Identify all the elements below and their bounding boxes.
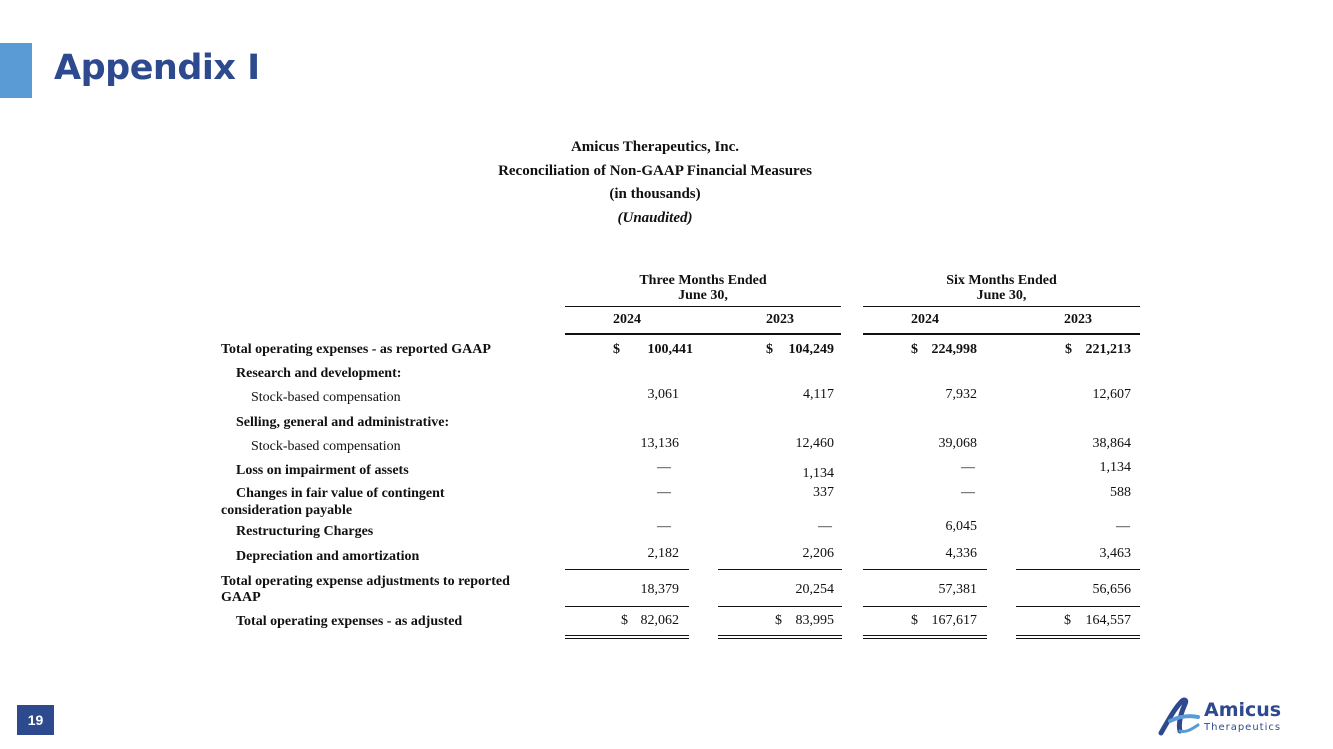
table-cell: 3,061 bbox=[647, 387, 679, 402]
table-cell: 38,864 bbox=[1092, 436, 1131, 451]
total-rule bbox=[1016, 606, 1140, 607]
currency-symbol: $ bbox=[775, 613, 782, 628]
total-rule bbox=[863, 606, 987, 607]
currency-symbol: $ bbox=[1064, 613, 1071, 628]
total-rule bbox=[718, 606, 842, 607]
cell-value: 104,249 bbox=[788, 342, 834, 357]
table-cell: — bbox=[961, 485, 975, 500]
currency-symbol: $ bbox=[766, 342, 773, 357]
subtotal-rule bbox=[565, 569, 689, 570]
row-label: Stock-based compensation bbox=[251, 439, 401, 454]
grand-total-rule bbox=[1016, 635, 1140, 636]
table-cell: 56,656 bbox=[1092, 582, 1131, 597]
title-accent-bar bbox=[0, 43, 32, 98]
page-title: Appendix I bbox=[54, 48, 260, 88]
table-cell: 20,254 bbox=[795, 582, 834, 597]
table-cell bbox=[863, 342, 977, 358]
row-label: Depreciation and amortization bbox=[236, 549, 420, 564]
year-header: 2023 bbox=[766, 312, 794, 327]
grand-total-rule bbox=[565, 638, 689, 639]
row-label: Loss on impairment of assets bbox=[236, 463, 409, 478]
grand-total-rule bbox=[718, 638, 842, 639]
table-cell: 39,068 bbox=[938, 436, 977, 451]
table-cell: 2,182 bbox=[647, 546, 679, 561]
cell-value: 224,998 bbox=[931, 342, 977, 357]
logo-brand-text: Amicus bbox=[1204, 699, 1282, 721]
group-header-line: Three Months Ended bbox=[639, 273, 767, 288]
cell-value: 100,441 bbox=[647, 342, 693, 357]
report-heading bbox=[400, 136, 910, 230]
group-header-rule bbox=[863, 306, 1140, 307]
section-label: Selling, general and administrative: bbox=[236, 415, 450, 430]
table-cell: 6,045 bbox=[945, 519, 977, 534]
grand-total-rule bbox=[863, 638, 987, 639]
company-name: Amicus Therapeutics, Inc. bbox=[570, 139, 740, 155]
table-cell: — bbox=[818, 519, 832, 534]
row-label: Total operating expenses - as adjusted bbox=[236, 614, 463, 629]
table-cell: 1,134 bbox=[802, 466, 834, 481]
group-header-rule bbox=[565, 306, 841, 307]
row-label: Total operating expenses - as reported GAAP bbox=[221, 342, 491, 357]
company-logo bbox=[1158, 697, 1283, 737]
group-header-line: June 30, bbox=[678, 288, 728, 303]
currency-symbol: $ bbox=[911, 342, 918, 357]
row-label: Changes in fair value of contingent bbox=[236, 486, 445, 501]
table-cell: — bbox=[657, 460, 671, 475]
table-cell: 13,136 bbox=[640, 436, 679, 451]
table-cell: 12,460 bbox=[795, 436, 834, 451]
grand-total-rule bbox=[863, 635, 987, 636]
table-cell: 18,379 bbox=[640, 582, 679, 597]
table-cell bbox=[718, 342, 834, 358]
table-cell: — bbox=[657, 519, 671, 534]
table-cell: 3,463 bbox=[1099, 546, 1131, 561]
group-header-line: June 30, bbox=[976, 288, 1027, 303]
header-bottom-rule bbox=[863, 333, 1140, 335]
logo-tagline: Therapeutics bbox=[1204, 722, 1282, 733]
year-header: 2024 bbox=[911, 312, 939, 327]
audit-status: (Unaudited) bbox=[617, 209, 693, 226]
table-cell: — bbox=[961, 460, 975, 475]
row-label: Total operating expense adjustments to reported bbox=[221, 574, 510, 589]
table-cell: 4,336 bbox=[945, 546, 977, 561]
currency-symbol: $ bbox=[621, 613, 628, 628]
cell-value: 221,213 bbox=[1085, 342, 1131, 357]
subtotal-rule bbox=[718, 569, 842, 570]
row-label: Stock-based compensation bbox=[251, 390, 401, 405]
total-rule bbox=[565, 606, 689, 607]
year-header: 2024 bbox=[613, 312, 641, 327]
subtotal-rule bbox=[863, 569, 987, 570]
subtotal-rule bbox=[1016, 569, 1140, 570]
table-cell: 7,932 bbox=[945, 387, 977, 402]
table-cell: — bbox=[657, 485, 671, 500]
cell-value: 82,062 bbox=[640, 613, 679, 628]
table-cell: — bbox=[1116, 519, 1130, 534]
cell-value: 83,995 bbox=[795, 613, 834, 628]
table-cell bbox=[565, 342, 693, 358]
table-cell: 1,134 bbox=[1099, 460, 1131, 475]
currency-symbol: $ bbox=[613, 342, 620, 357]
report-units: (in thousands) bbox=[609, 186, 701, 202]
table-cell bbox=[718, 613, 834, 629]
table-cell: 12,607 bbox=[1092, 387, 1131, 402]
table-cell bbox=[863, 613, 977, 629]
table-cell: 337 bbox=[813, 485, 834, 500]
cell-value: 167,617 bbox=[931, 613, 977, 628]
table-cell bbox=[1016, 342, 1131, 358]
currency-symbol: $ bbox=[1065, 342, 1072, 357]
year-header: 2023 bbox=[1064, 312, 1092, 327]
header-bottom-rule bbox=[565, 333, 841, 335]
group-header-six-months bbox=[863, 273, 1140, 303]
grand-total-rule bbox=[565, 635, 689, 636]
row-label-continued: consideration payable bbox=[221, 503, 353, 518]
group-header-three-months bbox=[565, 273, 841, 303]
table-cell: 2,206 bbox=[802, 546, 834, 561]
cell-value: 164,557 bbox=[1085, 613, 1131, 628]
currency-symbol: $ bbox=[911, 613, 918, 628]
row-label-continued: GAAP bbox=[221, 590, 261, 605]
group-header-line: Six Months Ended bbox=[946, 273, 1057, 288]
report-subtitle: Reconciliation of Non-GAAP Financial Measures bbox=[498, 162, 812, 179]
grand-total-rule bbox=[718, 635, 842, 636]
section-label: Research and development: bbox=[236, 366, 402, 381]
table-cell: 4,117 bbox=[803, 387, 834, 402]
amicus-logo-icon bbox=[1158, 697, 1204, 737]
row-label: Restructuring Charges bbox=[236, 524, 374, 539]
table-cell bbox=[1016, 613, 1131, 629]
page-number: 19 bbox=[17, 705, 54, 735]
grand-total-rule bbox=[1016, 638, 1140, 639]
table-cell bbox=[565, 613, 679, 629]
table-cell: 57,381 bbox=[938, 582, 977, 597]
table-cell: 588 bbox=[1110, 485, 1131, 500]
